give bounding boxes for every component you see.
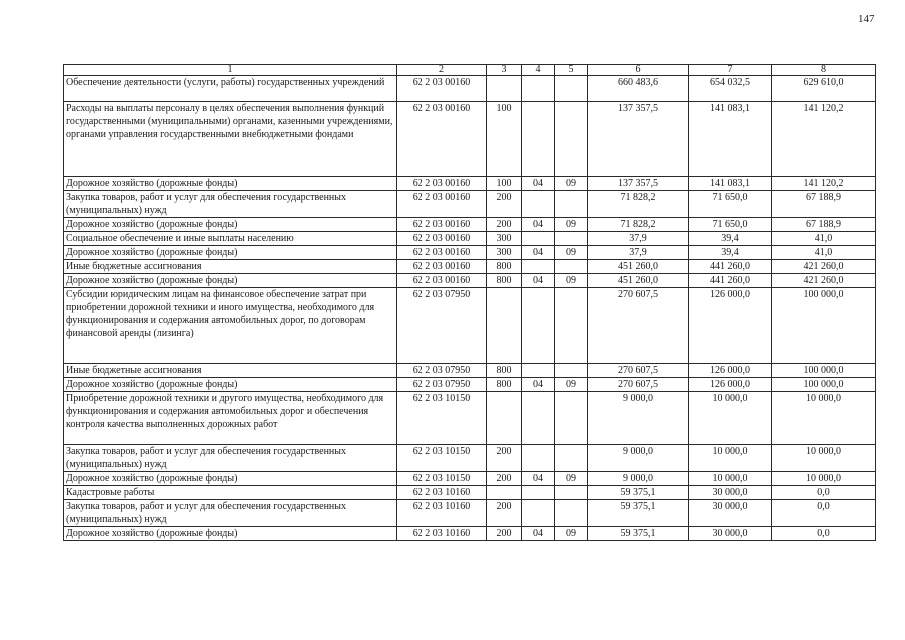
row-col-4: 04	[522, 177, 555, 191]
row-name: Субсидии юридическим лицам на финансовое обеспечение затрат при приобретении дорожной техники и иного имущества, необходимого для функционирования и содержания автомобильных дорог, по договорам финансовой аренды (лизинга)	[64, 288, 397, 364]
header-col-5: 5	[555, 65, 588, 76]
row-name: Обеспечение деятельности (услуги, работы) государственных учреждений	[64, 76, 397, 102]
row-name: Расходы на выплаты персоналу в целях обеспечения выполнения функций государственными (муниципальными) органами, казенными учреждениями, органами управления государственными внебюджетными фондами	[64, 102, 397, 177]
row-value-8: 141 120,2	[772, 177, 876, 191]
row-value-8: 421 260,0	[772, 274, 876, 288]
row-value-7: 71 650,0	[689, 218, 772, 232]
row-code: 62 2 03 00160	[397, 218, 487, 232]
row-col-5	[555, 232, 588, 246]
row-col-5	[555, 191, 588, 218]
row-value-8: 41,0	[772, 246, 876, 260]
row-value-8: 0,0	[772, 527, 876, 541]
row-code: 62 2 03 10150	[397, 472, 487, 486]
row-name: Дорожное хозяйство (дорожные фонды)	[64, 378, 397, 392]
header-col-3: 3	[487, 65, 522, 76]
row-value-7: 10 000,0	[689, 472, 772, 486]
row-col-4	[522, 500, 555, 527]
row-name: Социальное обеспечение и иные выплаты населению	[64, 232, 397, 246]
table-header-row	[64, 65, 876, 76]
table-row	[64, 274, 876, 288]
table-row	[64, 246, 876, 260]
row-value-6: 270 607,5	[588, 364, 689, 378]
row-value-6: 9 000,0	[588, 392, 689, 445]
row-value-6: 71 828,2	[588, 191, 689, 218]
row-value-8: 100 000,0	[772, 288, 876, 364]
row-col-4: 04	[522, 472, 555, 486]
row-col-3: 100	[487, 177, 522, 191]
row-col-3: 300	[487, 246, 522, 260]
row-value-8: 100 000,0	[772, 364, 876, 378]
row-col-4: 04	[522, 274, 555, 288]
table-row	[64, 364, 876, 378]
row-value-6: 270 607,5	[588, 288, 689, 364]
row-col-5	[555, 260, 588, 274]
row-code: 62 2 03 00160	[397, 76, 487, 102]
table-row	[64, 472, 876, 486]
row-value-6: 451 260,0	[588, 260, 689, 274]
row-name: Кадастровые работы	[64, 486, 397, 500]
row-col-4: 04	[522, 246, 555, 260]
row-col-3: 300	[487, 232, 522, 246]
row-value-6: 59 375,1	[588, 500, 689, 527]
row-col-5: 09	[555, 472, 588, 486]
row-col-3: 100	[487, 102, 522, 177]
row-col-5: 09	[555, 527, 588, 541]
row-value-8: 10 000,0	[772, 445, 876, 472]
row-name: Дорожное хозяйство (дорожные фонды)	[64, 218, 397, 232]
row-col-5: 09	[555, 378, 588, 392]
row-value-7: 39,4	[689, 232, 772, 246]
row-code: 62 2 03 07950	[397, 364, 487, 378]
row-value-8: 421 260,0	[772, 260, 876, 274]
row-value-7: 39,4	[689, 246, 772, 260]
row-code: 62 2 03 10160	[397, 486, 487, 500]
row-value-6: 37,9	[588, 232, 689, 246]
row-value-6: 59 375,1	[588, 527, 689, 541]
table-row	[64, 392, 876, 445]
row-code: 62 2 03 00160	[397, 246, 487, 260]
row-col-3	[487, 392, 522, 445]
budget-table	[63, 64, 876, 541]
row-value-7: 141 083,1	[689, 102, 772, 177]
row-value-6: 37,9	[588, 246, 689, 260]
row-code: 62 2 03 07950	[397, 378, 487, 392]
row-col-5	[555, 486, 588, 500]
row-col-3: 200	[487, 472, 522, 486]
row-value-6: 71 828,2	[588, 218, 689, 232]
row-value-7: 71 650,0	[689, 191, 772, 218]
row-value-7: 126 000,0	[689, 378, 772, 392]
row-value-7: 126 000,0	[689, 364, 772, 378]
row-col-4: 04	[522, 378, 555, 392]
header-col-8: 8	[772, 65, 876, 76]
row-value-7: 30 000,0	[689, 527, 772, 541]
page-number: 147	[858, 13, 875, 25]
row-value-7: 30 000,0	[689, 486, 772, 500]
row-col-3: 800	[487, 364, 522, 378]
row-col-5	[555, 102, 588, 177]
row-code: 62 2 03 10160	[397, 527, 487, 541]
row-code: 62 2 03 00160	[397, 232, 487, 246]
row-name: Закупка товаров, работ и услуг для обеспечения государственных (муниципальных) нужд	[64, 500, 397, 527]
row-col-3: 800	[487, 378, 522, 392]
row-value-7: 10 000,0	[689, 392, 772, 445]
row-value-8: 629 610,0	[772, 76, 876, 102]
row-code: 62 2 03 00160	[397, 191, 487, 218]
row-col-3	[487, 288, 522, 364]
header-col-2: 2	[397, 65, 487, 76]
row-code: 62 2 03 00160	[397, 260, 487, 274]
row-name: Дорожное хозяйство (дорожные фонды)	[64, 527, 397, 541]
row-col-3	[487, 76, 522, 102]
row-value-7: 441 260,0	[689, 274, 772, 288]
table-row	[64, 102, 876, 177]
row-col-4	[522, 392, 555, 445]
row-name: Закупка товаров, работ и услуг для обеспечения государственных (муниципальных) нужд	[64, 191, 397, 218]
row-col-5: 09	[555, 177, 588, 191]
row-value-8: 141 120,2	[772, 102, 876, 177]
row-value-7: 654 032,5	[689, 76, 772, 102]
table-row	[64, 288, 876, 364]
row-value-8: 10 000,0	[772, 472, 876, 486]
row-col-5	[555, 76, 588, 102]
row-code: 62 2 03 07950	[397, 288, 487, 364]
row-name: Дорожное хозяйство (дорожные фонды)	[64, 274, 397, 288]
row-col-3: 200	[487, 527, 522, 541]
row-col-3: 800	[487, 260, 522, 274]
row-name: Закупка товаров, работ и услуг для обеспечения государственных (муниципальных) нужд	[64, 445, 397, 472]
row-col-5: 09	[555, 274, 588, 288]
row-col-5	[555, 364, 588, 378]
row-code: 62 2 03 00160	[397, 177, 487, 191]
row-value-6: 137 357,5	[588, 102, 689, 177]
table-row	[64, 500, 876, 527]
row-col-4	[522, 486, 555, 500]
row-col-4	[522, 191, 555, 218]
table-row	[64, 445, 876, 472]
row-col-4	[522, 288, 555, 364]
row-value-6: 660 483,6	[588, 76, 689, 102]
row-code: 62 2 03 10150	[397, 392, 487, 445]
row-col-4	[522, 445, 555, 472]
row-code: 62 2 03 10150	[397, 445, 487, 472]
row-value-7: 126 000,0	[689, 288, 772, 364]
row-name: Иные бюджетные ассигнования	[64, 260, 397, 274]
row-col-5: 09	[555, 246, 588, 260]
row-code: 62 2 03 10160	[397, 500, 487, 527]
row-value-8: 0,0	[772, 500, 876, 527]
row-col-4	[522, 232, 555, 246]
row-col-4: 04	[522, 218, 555, 232]
row-value-7: 441 260,0	[689, 260, 772, 274]
row-value-6: 270 607,5	[588, 378, 689, 392]
row-value-8: 0,0	[772, 486, 876, 500]
row-col-3: 200	[487, 218, 522, 232]
row-col-3: 200	[487, 500, 522, 527]
row-col-3: 800	[487, 274, 522, 288]
row-code: 62 2 03 00160	[397, 102, 487, 177]
row-name: Иные бюджетные ассигнования	[64, 364, 397, 378]
row-name: Дорожное хозяйство (дорожные фонды)	[64, 177, 397, 191]
row-col-3	[487, 486, 522, 500]
header-col-4: 4	[522, 65, 555, 76]
row-value-8: 67 188,9	[772, 218, 876, 232]
row-col-4	[522, 260, 555, 274]
row-value-8: 67 188,9	[772, 191, 876, 218]
row-col-4	[522, 364, 555, 378]
row-col-3: 200	[487, 445, 522, 472]
row-col-4: 04	[522, 527, 555, 541]
row-name: Дорожное хозяйство (дорожные фонды)	[64, 472, 397, 486]
table-row	[64, 527, 876, 541]
row-col-5: 09	[555, 218, 588, 232]
table-row	[64, 177, 876, 191]
row-value-8: 100 000,0	[772, 378, 876, 392]
header-col-1: 1	[64, 65, 397, 76]
row-value-6: 9 000,0	[588, 445, 689, 472]
row-value-7: 10 000,0	[689, 445, 772, 472]
row-value-6: 451 260,0	[588, 274, 689, 288]
row-col-5	[555, 445, 588, 472]
row-col-4	[522, 76, 555, 102]
table-row	[64, 191, 876, 218]
row-value-8: 10 000,0	[772, 392, 876, 445]
row-name: Приобретение дорожной техники и другого имущества, необходимого для функционирования и содержания автомобильных дорог и обеспечения контроля качества выполненных дорожных работ	[64, 392, 397, 445]
row-value-7: 141 083,1	[689, 177, 772, 191]
row-col-3: 200	[487, 191, 522, 218]
row-col-5	[555, 500, 588, 527]
table-row	[64, 378, 876, 392]
table-row	[64, 232, 876, 246]
row-col-4	[522, 102, 555, 177]
header-col-6: 6	[588, 65, 689, 76]
table-row	[64, 260, 876, 274]
row-code: 62 2 03 00160	[397, 274, 487, 288]
row-value-7: 30 000,0	[689, 500, 772, 527]
row-value-6: 9 000,0	[588, 472, 689, 486]
row-col-5	[555, 288, 588, 364]
table-row	[64, 486, 876, 500]
row-name: Дорожное хозяйство (дорожные фонды)	[64, 246, 397, 260]
row-value-8: 41,0	[772, 232, 876, 246]
table-row	[64, 76, 876, 102]
header-col-7: 7	[689, 65, 772, 76]
row-value-6: 137 357,5	[588, 177, 689, 191]
table-row	[64, 218, 876, 232]
row-value-6: 59 375,1	[588, 486, 689, 500]
row-col-5	[555, 392, 588, 445]
